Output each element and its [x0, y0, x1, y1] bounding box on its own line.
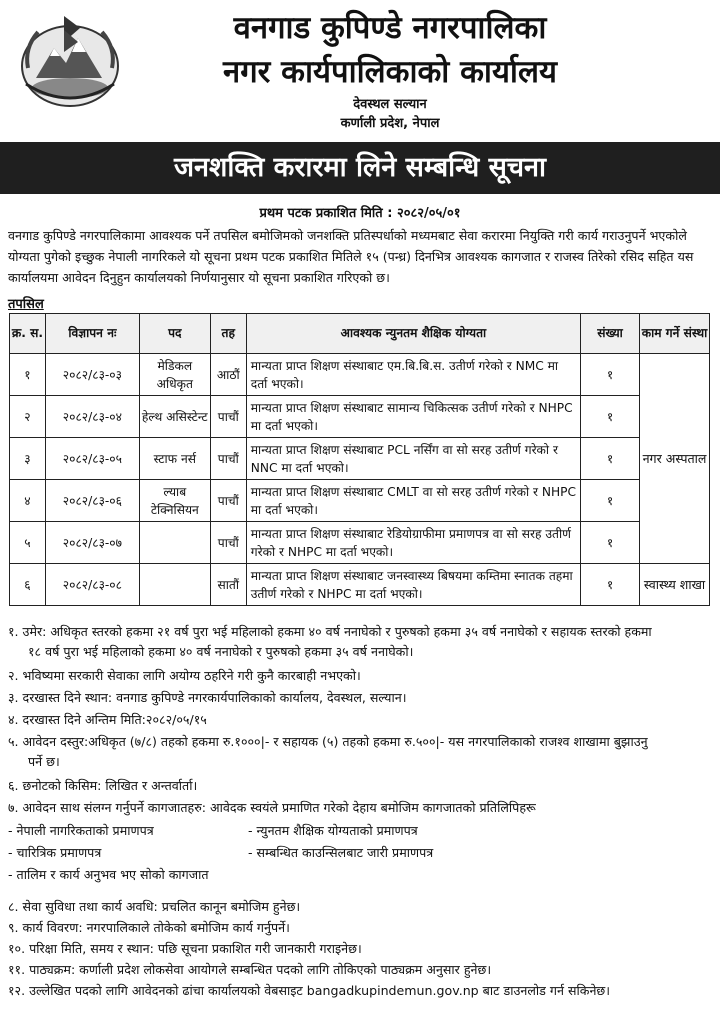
cell-serial: ३ — [10, 438, 46, 480]
note-age-line2: १८ वर्ष पुरा भई महिलाको हकमा ४० वर्ष ननाघेको र पुरुषको हकमा ३५ वर्ष ननाघेको। — [28, 644, 414, 659]
note-syllabus: ११. पाठ्यक्रम: कर्णाली प्रदेश लोकसेवा आयोगले सम्बन्धित पदको लागि तोकिएको पाठ्यक्रम अनुसार हुनेछ। — [8, 962, 492, 977]
doc-council: - सम्बन्धित काउन्सिलबाट जारी प्रमाणपत्र — [248, 845, 434, 860]
municipality-name: वनगाड कुपिण्डे नगरपालिका — [233, 10, 547, 46]
cell-qualification: मान्यता प्राप्त शिक्षण संस्थाबाट जनस्वास्थ्य बिषयमा कम्तिमा स्नातक तहमा उतीर्ण गरेको र NHPC मा दर्ता भएको। — [246, 564, 580, 606]
header-workplace: काम गर्ने संस्था — [640, 314, 710, 354]
notice-title-banner: जनशक्ति करारमा लिने सम्बन्धि सूचना — [0, 142, 720, 194]
tapasil-label: तपसिल — [8, 297, 44, 312]
cell-qualification: मान्यता प्राप्त शिक्षण संस्थाबाट PCL नर्सिंग वा सो सरह उतीर्ण गरेको र NNC मा दर्ता भएको। — [246, 438, 580, 480]
note-disqualification: २. भविष्यमा सरकारी सेवाका लागि अयोग्य ठहरिने गरी कुनै कारबाही नभएको। — [8, 668, 361, 683]
cell-serial: ६ — [10, 564, 46, 606]
header-qualification: आवश्यक न्युनतम शैक्षिक योग्यता — [246, 314, 580, 354]
address-line-2: कर्णाली प्रदेश, नेपाल — [340, 116, 440, 131]
table-row — [10, 480, 710, 522]
header-count: संख्या — [581, 314, 640, 354]
cell-ad-number: २०८२/८३-०७ — [45, 522, 139, 564]
documents-row-2 — [8, 842, 548, 864]
cell-post: ल्याब टेक्निसियन — [139, 480, 210, 522]
cell-post — [139, 522, 210, 564]
cell-post — [139, 564, 210, 606]
table-row — [10, 354, 710, 396]
cell-serial: ५ — [10, 522, 46, 564]
cell-count: १ — [581, 396, 640, 438]
note-fee — [8, 732, 714, 772]
cell-qualification: मान्यता प्राप्त शिक्षण संस्थाबाट रेडियोग्राफीमा प्रमाणपत्र वा सो सरह उतीर्ण गरेको र NHPC मा दर्ता भएको। — [246, 522, 580, 564]
cell-level: पाचौं — [210, 480, 246, 522]
table-row — [10, 522, 710, 564]
cell-ad-number: २०८२/८३-०८ — [45, 564, 139, 606]
table-header-row — [10, 314, 710, 354]
cell-level: आठौं — [210, 354, 246, 396]
header-serial: क्र. स. — [10, 314, 46, 354]
cell-ad-number: २०८२/८३-०५ — [45, 438, 139, 480]
doc-training: - तालिम र कार्य अनुभव भए सोको कागजात — [8, 867, 209, 882]
table-row — [10, 438, 710, 480]
table-row — [10, 564, 710, 606]
letterhead — [0, 0, 720, 140]
cell-level: पाचौं — [210, 438, 246, 480]
cell-count: १ — [581, 438, 640, 480]
office-name: नगर कार्यपालिकाको कार्यालय — [223, 54, 557, 90]
cell-serial: २ — [10, 396, 46, 438]
intro-paragraph: वनगाड कुपिण्डे नगरपालिकामा आवश्यक पर्ने तपसिल बमोजिमको जनशक्ति प्रतिस्पर्धाको मध्यमबाट सेवा करारमा नियुक्ति गरी कार्य गराउनुपर्ने भएकोले योग्यता पुगेको इच्छुक नेपाली नागरिकले यो सूचना प्रथम पटक प्रकाशित मितिले १५ (पन्ध्र) दिनभित्र आवश्यक कागजात र राजस्व तिरेको रसिद सहित यस कार्यालयमा आवेदन दिनुहुन कार्यालयको निर्णयानुसार यो सूचना प्रकाशित गरिएको छ। — [8, 228, 694, 285]
publish-date: प्रथम पटक प्रकाशित मिति : २०८२/०५/०१ — [259, 206, 461, 221]
header-level: तह — [210, 314, 246, 354]
cell-workplace-health: स्वास्थ्य शाखा — [640, 564, 710, 606]
note-deadline: ४. दरखास्त दिने अन्तिम मिति:२०८२/०५/१५ — [8, 712, 207, 727]
cell-count: १ — [581, 522, 640, 564]
cell-count: १ — [581, 564, 640, 606]
header-post: पद — [139, 314, 210, 354]
documents-row-3 — [8, 864, 548, 886]
note-age — [8, 622, 714, 662]
note-documents: ७. आवेदन साथ संलग्न गर्नुपर्ने कागजातहरु: आवेदक स्वयंले प्रमाणित गरेको देहाय बमोजिम कागजातको प्रतिलिपिहरू — [8, 800, 536, 815]
note-job-description: ९. कार्य विवरण: नगरपालिकाले तोकेको बमोजिम कार्य गर्नुपर्ने। — [8, 920, 290, 935]
cell-qualification: मान्यता प्राप्त शिक्षण संस्थाबाट सामान्य चिकित्सक उतीर्ण गरेको र NHPC मा दर्ता भएको। — [246, 396, 580, 438]
cell-count: १ — [581, 354, 640, 396]
documents-row-1 — [8, 820, 548, 842]
cell-ad-number: २०८२/८३-०४ — [45, 396, 139, 438]
note-service: ८. सेवा सुविधा तथा कार्य अवधि: प्रचलित कानून बमोजिम हुनेछ। — [8, 899, 301, 914]
cell-post: मेडिकल अधिकृत — [139, 354, 210, 396]
cell-level: पाचौं — [210, 522, 246, 564]
header-ad-number: विज्ञापन नः — [45, 314, 139, 354]
cell-level: सातौं — [210, 564, 246, 606]
vacancy-table — [9, 313, 710, 606]
table-row — [10, 396, 710, 438]
address-line-1: देवस्थल सल्यान — [353, 97, 427, 112]
doc-education: - न्युनतम शैक्षिक योग्यताको प्रमाणपत्र — [248, 823, 418, 838]
note-form-download: १२. उल्लेखित पदको लागि आवेदनको ढांचा कार्यालयको वेबसाइट bangadkupindemun.gov.np बाट डाउनलोड गर्न सकिनेछ। — [8, 983, 611, 998]
note-application-place: ३. दरखास्त दिने स्थान: वनगाड कुपिण्डे नगरकार्यपालिकाको कार्यालय, देवस्थल, सल्यान। — [8, 690, 407, 705]
note-selection: ६. छनोटको किसिम: लिखित र अन्तर्वार्ता। — [8, 778, 198, 793]
cell-ad-number: २०८२/८३-०६ — [45, 480, 139, 522]
note-age-line1: १. उमेर: अधिकृत स्तरको हकमा २१ वर्ष पुरा भई महिलाको हकमा ४० वर्ष ननाघेको र पुरुषको हकमा ३५ वर्ष ननाघेको र सहायक स्तरको हकमा — [8, 624, 652, 639]
doc-citizenship: - नेपाली नागरिकताको प्रमाणपत्र — [8, 823, 154, 838]
note-fee-line1: ५. आवेदन दस्तुर:अधिकृत (७/८) तहको हकमा रु.१०००|- र सहायक (५) तहको हकमा रु.५००|- यस नगरपालिकाको राजश्व शाखामा बुझाउनु — [8, 734, 648, 749]
cell-serial: ४ — [10, 480, 46, 522]
cell-serial: १ — [10, 354, 46, 396]
cell-post: स्टाफ नर्स — [139, 438, 210, 480]
cell-post: हेल्थ असिस्टेन्ट — [139, 396, 210, 438]
note-exam: १०. परिक्षा मिति, समय र स्थान: पछि सूचना प्रकाशित गरी जानकारी गराइनेछ। — [8, 941, 362, 956]
doc-character: - चारित्रिक प्रमाणपत्र — [8, 845, 102, 860]
note-fee-line2: पर्ने छ। — [28, 754, 60, 769]
cell-level: पाचौं — [210, 396, 246, 438]
cell-workplace-hospital: नगर अस्पताल — [640, 354, 710, 564]
cell-qualification: मान्यता प्राप्त शिक्षण संस्थाबाट एम.बि.बि.स. उतीर्ण गरेको र NMC मा दर्ता भएको। — [246, 354, 580, 396]
cell-ad-number: २०८२/८३-०३ — [45, 354, 139, 396]
cell-count: १ — [581, 480, 640, 522]
cell-qualification: मान्यता प्राप्त शिक्षण संस्थाबाट CMLT वा सो सरह उतीर्ण गरेको र NHPC मा दर्ता भएको। — [246, 480, 580, 522]
